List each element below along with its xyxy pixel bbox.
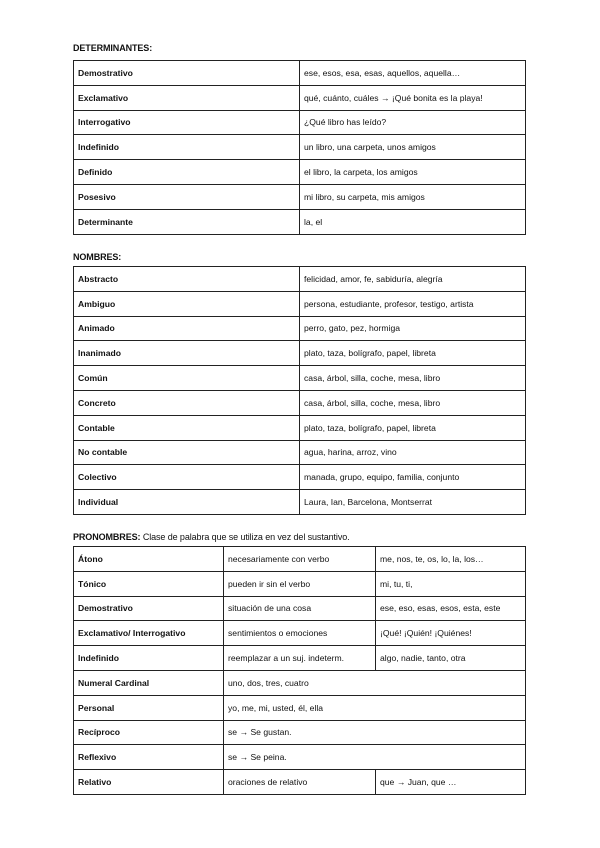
term-cell: Definido bbox=[74, 160, 300, 185]
value-cell: ese, esos, esa, esas, aquellos, aquella… bbox=[300, 61, 526, 86]
table-row bbox=[74, 209, 526, 234]
table-row bbox=[74, 571, 526, 596]
nombres-heading: NOMBRES: bbox=[73, 252, 122, 262]
value-cell: perro, gato, pez, hormiga bbox=[300, 316, 526, 341]
table-row bbox=[74, 745, 526, 770]
term-cell: Indefinido bbox=[74, 646, 224, 671]
term-cell: Individual bbox=[74, 490, 300, 515]
example-cell: mi, tu, ti, bbox=[376, 571, 526, 596]
example-cell: algo, nadie, tanto, otra bbox=[376, 646, 526, 671]
example-cell: me, nos, te, os, lo, la, los… bbox=[376, 547, 526, 572]
pronombres-heading bbox=[73, 532, 350, 542]
term-cell: Tónico bbox=[74, 571, 224, 596]
value-cell: manada, grupo, equipo, familia, conjunto bbox=[300, 465, 526, 490]
term-cell: Reflexivo bbox=[74, 745, 224, 770]
value-cell: felicidad, amor, fe, sabiduría, alegría bbox=[300, 267, 526, 292]
table-row bbox=[74, 415, 526, 440]
term-cell: Común bbox=[74, 366, 300, 391]
use-cell: oraciones de relativo bbox=[224, 770, 376, 795]
table-row bbox=[74, 366, 526, 391]
determinantes-heading: DETERMINANTES: bbox=[73, 43, 153, 53]
table-row bbox=[74, 110, 526, 135]
value-cell: plato, taza, bolígrafo, papel, libreta bbox=[300, 415, 526, 440]
table-row bbox=[74, 85, 526, 110]
value-cell: plato, taza, bolígrafo, papel, libreta bbox=[300, 341, 526, 366]
term-cell: Numeral Cardinal bbox=[74, 670, 224, 695]
pronombres-title: PRONOMBRES: bbox=[73, 532, 141, 542]
value-cell: agua, harina, arroz, vino bbox=[300, 440, 526, 465]
value-cell: la, el bbox=[300, 209, 526, 234]
term-cell: No contable bbox=[74, 440, 300, 465]
pronombres-description: Clase de palabra que se utiliza en vez del sustantivo. bbox=[142, 532, 350, 542]
term-cell: Relativo bbox=[74, 770, 224, 795]
term-cell: Recíproco bbox=[74, 720, 224, 745]
term-cell: Concreto bbox=[74, 390, 300, 415]
table-row bbox=[74, 490, 526, 515]
table-row bbox=[74, 341, 526, 366]
example-cell: ¡Qué! ¡Quién! ¡Quiénes! bbox=[376, 621, 526, 646]
term-cell: Personal bbox=[74, 695, 224, 720]
pronombres-table bbox=[73, 546, 526, 795]
table-row bbox=[74, 184, 526, 209]
term-cell: Posesivo bbox=[74, 184, 300, 209]
table-row bbox=[74, 390, 526, 415]
table-row bbox=[74, 267, 526, 292]
term-cell: Demostrativo bbox=[74, 596, 224, 621]
value-cell: casa, árbol, silla, coche, mesa, libro bbox=[300, 390, 526, 415]
table-row bbox=[74, 61, 526, 86]
determinantes-table bbox=[73, 60, 526, 235]
table-row bbox=[74, 720, 526, 745]
value-cell: mi libro, su carpeta, mis amigos bbox=[300, 184, 526, 209]
table-row bbox=[74, 160, 526, 185]
term-cell: Abstracto bbox=[74, 267, 300, 292]
term-cell: Determinante bbox=[74, 209, 300, 234]
table-row bbox=[74, 770, 526, 795]
term-cell: Animado bbox=[74, 316, 300, 341]
table-row bbox=[74, 596, 526, 621]
table-row bbox=[74, 695, 526, 720]
table-row bbox=[74, 135, 526, 160]
example-cell: ese, eso, esas, esos, esta, este bbox=[376, 596, 526, 621]
use-cell: reemplazar a un suj. indeterm. bbox=[224, 646, 376, 671]
table-row bbox=[74, 465, 526, 490]
term-cell: Colectivo bbox=[74, 465, 300, 490]
value-cell: ¿Qué libro has leído? bbox=[300, 110, 526, 135]
table-row bbox=[74, 316, 526, 341]
use-cell: necesariamente con verbo bbox=[224, 547, 376, 572]
use-cell: sentimientos o emociones bbox=[224, 621, 376, 646]
nombres-table bbox=[73, 266, 526, 515]
value-cell: casa, árbol, silla, coche, mesa, libro bbox=[300, 366, 526, 391]
term-cell: Átono bbox=[74, 547, 224, 572]
term-cell: Demostrativo bbox=[74, 61, 300, 86]
value-cell: persona, estudiante, profesor, testigo, artista bbox=[300, 291, 526, 316]
term-cell: Interrogativo bbox=[74, 110, 300, 135]
term-cell: Contable bbox=[74, 415, 300, 440]
table-row bbox=[74, 646, 526, 671]
use-cell: se → Se gustan. bbox=[224, 720, 526, 745]
term-cell: Exclamativo bbox=[74, 85, 300, 110]
term-cell: Ambiguo bbox=[74, 291, 300, 316]
value-cell: un libro, una carpeta, unos amigos bbox=[300, 135, 526, 160]
table-row bbox=[74, 440, 526, 465]
table-row bbox=[74, 291, 526, 316]
use-cell: se → Se peina. bbox=[224, 745, 526, 770]
value-cell: el libro, la carpeta, los amigos bbox=[300, 160, 526, 185]
use-cell: yo, me, mi, usted, él, ella bbox=[224, 695, 526, 720]
term-cell: Inanimado bbox=[74, 341, 300, 366]
value-cell: Laura, Ian, Barcelona, Montserrat bbox=[300, 490, 526, 515]
table-row bbox=[74, 621, 526, 646]
term-cell: Exclamativo/ Interrogativo bbox=[74, 621, 224, 646]
use-cell: pueden ir sin el verbo bbox=[224, 571, 376, 596]
value-cell: qué, cuánto, cuáles → ¡Qué bonita es la playa! bbox=[300, 85, 526, 110]
table-row bbox=[74, 670, 526, 695]
use-cell: uno, dos, tres, cuatro bbox=[224, 670, 526, 695]
term-cell: Indefinido bbox=[74, 135, 300, 160]
example-cell: que → Juan, que … bbox=[376, 770, 526, 795]
table-row bbox=[74, 547, 526, 572]
use-cell: situación de una cosa bbox=[224, 596, 376, 621]
